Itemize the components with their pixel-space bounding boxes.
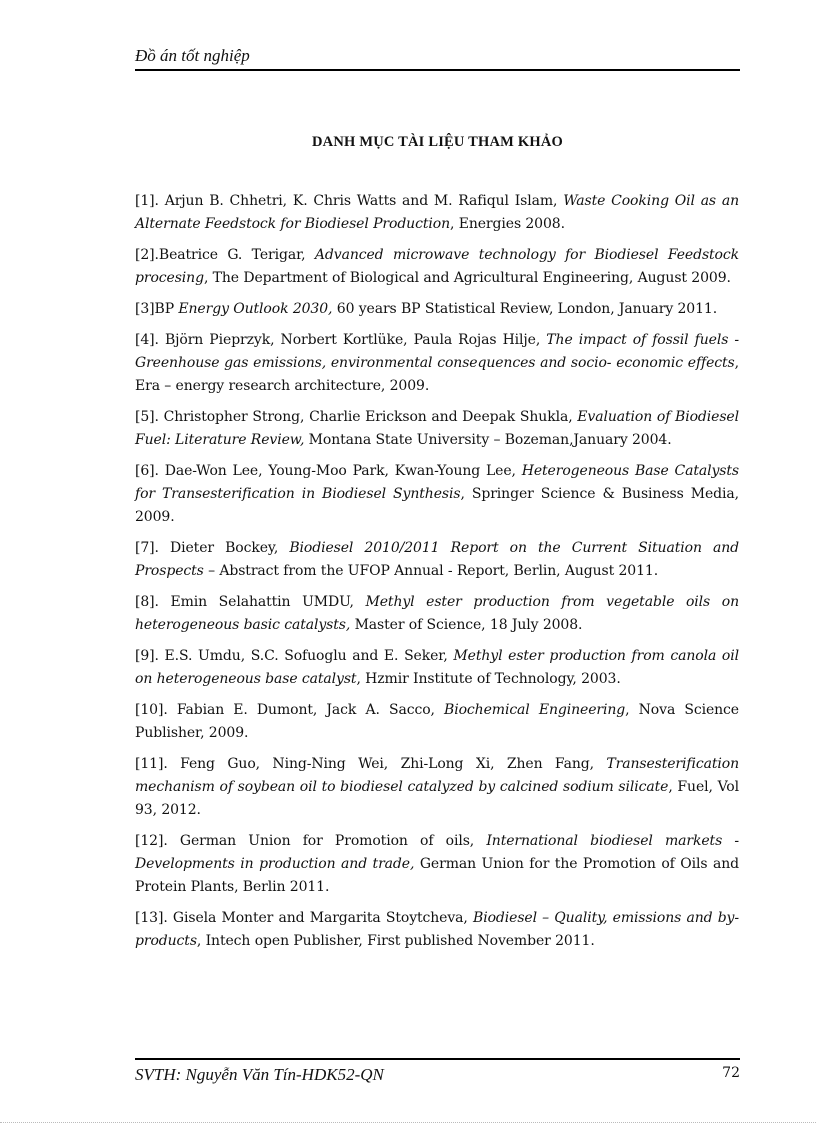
reference-title: The impact of fossil fuels - Greenhouse gas emissions, environmental consequences and socio- economic effects (135, 332, 739, 371)
reference-item (135, 830, 739, 899)
page-title: DANH MỤC TÀI LIỆU THAM KHẢO (312, 134, 563, 150)
reference-title: Biochemical Engineering (444, 702, 626, 718)
reference-title: Methyl ester production from vegetable oils on heterogeneous basic catalysts, (135, 594, 739, 633)
reference-item (135, 645, 739, 691)
reference-publisher: 60 years BP Statistical Review, London, January 2011. (332, 301, 718, 317)
reference-publisher: Montana State University – Bozeman,January 2004. (304, 432, 672, 448)
reference-item (135, 329, 739, 398)
reference-title: Biodiesel – Quality, emissions and by-products (135, 910, 739, 949)
reference-publisher: , Fuel, Vol 93, 2012. (135, 779, 739, 818)
page-footer (135, 1058, 740, 1085)
reference-authors: [12]. German Union for Promotion of oils, (135, 833, 487, 849)
reference-item (135, 190, 739, 236)
reference-authors: [11]. Feng Guo, Ning-Ning Wei, Zhi-Long Xi, Zhen Fang, (135, 756, 607, 772)
footer-author: SVTH: Nguyễn Văn Tín-HDK52-QN (135, 1065, 384, 1084)
reference-authors: [8]. Emin Selahattin UMDU, (135, 594, 366, 610)
reference-list (135, 190, 739, 961)
page-header: Đồ án tốt nghiệp (135, 46, 740, 71)
reference-title: Advanced microwave technology for Biodiesel Feedstock procesing (135, 247, 740, 286)
reference-title: Evaluation of Biodiesel Fuel: Literature Review, (135, 409, 739, 448)
reference-item (135, 699, 739, 745)
reference-title: Methyl ester production from canola oil on heterogeneous base catalyst (135, 648, 740, 687)
reference-title: Waste Cooking Oil as an Alternate Feedstock for Biodiesel Production (135, 193, 739, 232)
reference-publisher: German Union for the Promotion of Oils and Protein Plants, Berlin 2011. (135, 856, 739, 895)
reference-authors: [5]. Christopher Strong, Charlie Erickson and Deepak Shukla, (135, 409, 578, 425)
page-number: 72 (722, 1065, 740, 1081)
reference-authors: [7]. Dieter Bockey, (135, 540, 290, 556)
reference-authors: [3]BP (135, 301, 179, 317)
reference-item (135, 406, 739, 452)
reference-item (135, 753, 739, 822)
reference-publisher: Master of Science, 18 July 2008. (350, 617, 583, 633)
reference-authors: [4]. Björn Pieprzyk, Norbert Kortlüke, Paula Rojas Hilje, (135, 332, 547, 348)
reference-publisher: , Energies 2008. (450, 216, 565, 232)
reference-publisher: , Era – energy research architecture, 2009. (135, 355, 739, 394)
reference-item (135, 591, 739, 637)
reference-authors: [2].Beatrice G. Terigar, (135, 247, 315, 263)
reference-title: Heterogeneous Base Catalysts for Transesterification in Biodiesel Synthesis (135, 463, 740, 502)
reference-authors: [6]. Dae-Won Lee, Young-Moo Park, Kwan-Young Lee, (135, 463, 522, 479)
reference-item (135, 537, 739, 583)
reference-item (135, 244, 739, 290)
reference-publisher: , Springer Science & Business Media, 2009. (135, 486, 739, 525)
reference-publisher: – Abstract from the UFOP Annual - Report, Berlin, August 2011. (203, 563, 659, 579)
reference-authors: [13]. Gisela Monter and Margarita Stoytcheva, (135, 910, 473, 926)
reference-title: Biodiesel 2010/2011 Report on the Current Situation and Prospects (135, 540, 739, 579)
reference-authors: [9]. E.S. Umdu, S.C. Sofuoglu and E. Seker, (135, 648, 454, 664)
reference-item (135, 907, 739, 953)
reference-authors: [10]. Fabian E. Dumont, Jack A. Sacco, (135, 702, 445, 718)
reference-publisher: , The Department of Biological and Agricultural Engineering, August 2009. (203, 270, 731, 286)
reference-item (135, 298, 739, 321)
reference-title: Energy Outlook 2030, (178, 301, 333, 317)
reference-publisher: , Hzmir Institute of Technology, 2003. (356, 671, 621, 687)
reference-publisher: , Nova Science Publisher, 2009. (135, 702, 739, 741)
reference-authors: [1]. Arjun B. Chhetri, K. Chris Watts and M. Rafiqul Islam, (135, 193, 564, 209)
reference-publisher: , Intech open Publisher, First published November 2011. (196, 933, 595, 949)
reference-title: International biodiesel markets - Developments in production and trade, (135, 833, 739, 872)
reference-title: Transesterification mechanism of soybean oil to biodiesel catalyzed by calcined sodium silicate (135, 756, 739, 795)
reference-item (135, 460, 739, 529)
